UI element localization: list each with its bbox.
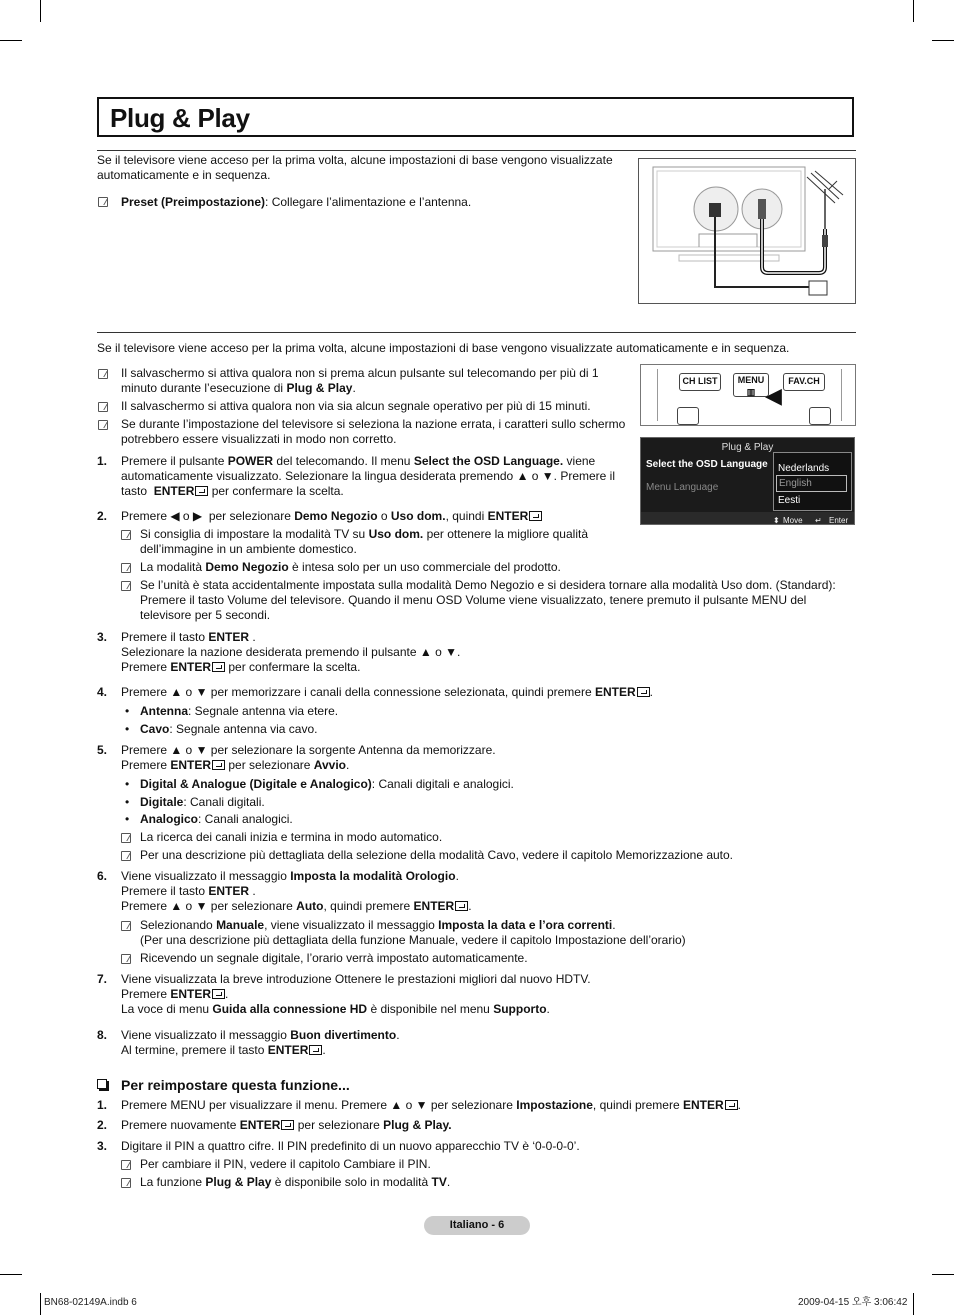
date-slug: 2009-04-15 오후 3:06:42 (798, 1297, 908, 1308)
enter-icon (212, 760, 225, 770)
step-4: Premere ▲ o ▼ per memorizzare i canali della connessione selezionata, quindi premere ENTER . (121, 685, 653, 699)
intro-paragraph: Se il televisore viene acceso per la prima volta, alcune impostazioni di base vengono visualizzate automaticamente e in sequenza. (97, 153, 613, 182)
note-demo: La modalità Demo Negozio è intesa solo per un uso commerciale del prodotto. (140, 560, 561, 574)
step-2: Premere ◀ o ▶ per selezionare Demo Negozio o Uso dom., quindi ENTER (121, 509, 626, 524)
note-digital-time: Ricevendo un segnale digitale, l’orario verrà impostato automaticamente. (140, 951, 528, 965)
enter-icon (212, 989, 225, 999)
bullet: • (125, 795, 130, 809)
note-icon (98, 420, 108, 430)
note-icon (121, 1160, 131, 1170)
bullet-digital-analogue: Digital & Analogue (Digitale e Analogico): Canali digitali e analogici. (140, 777, 514, 791)
step-number: 2. (97, 509, 108, 523)
bullet-cavo: Cavo: Segnale antenna via cavo. (140, 722, 318, 736)
page-title: Plug & Play (110, 103, 250, 133)
osd-footer (641, 512, 854, 524)
preset-note: Preset (Preimpostazione): Collegare l’alimentazione e l’antenna. (121, 195, 472, 209)
arrow-left-icon: ◀ (765, 383, 782, 408)
note-cavo: Per una descrizione più dettagliata della selezione della modalità Cavo, vedere il capitolo Memorizzazione auto. (140, 848, 734, 862)
note-pin: Per cambiare il PIN, vedere il capitolo Cambiare il PIN. (140, 1157, 431, 1171)
step-number: 5. (97, 743, 108, 757)
note-icon (121, 563, 131, 573)
note-icon (121, 921, 131, 931)
enter-icon (529, 511, 542, 521)
divider (97, 150, 856, 151)
enter-icon (195, 486, 208, 496)
enter-icon: ↵ (815, 516, 822, 525)
osd-option-selected[interactable]: English (776, 475, 847, 492)
file-slug: BN68-02149A.indb 6 (44, 1297, 137, 1308)
bullet: • (125, 777, 130, 791)
step-3: Premere il tasto ENTER . Selezionare la nazione desiderata premendo il pulsante ▲ o ▼. Premere ENTER per confermare la scelta. (121, 630, 461, 674)
note-icon (121, 581, 131, 591)
reset-step-2: Premere nuovamente ENTER per selezionare Plug & Play. (121, 1118, 452, 1132)
osd-option[interactable]: Eesti (778, 495, 801, 506)
note-country: Se durante l’impostazione del televisore si seleziona la nazione errata, i caratteri sullo schermo potrebbero essere visualizzati in modo non corretto. (121, 417, 626, 446)
checkbox-icon (97, 1079, 107, 1089)
osd-screen (640, 437, 855, 525)
enter-icon (455, 901, 468, 911)
remote-edge (841, 369, 854, 421)
note-tv-only: La funzione Plug & Play è disponibile solo in modalità TV. (140, 1175, 451, 1189)
reset-heading: Per reimpostare questa funzione... (121, 1077, 350, 1093)
step-6: Viene visualizzato il messaggio Imposta la modalità Orologio. Premere il tasto ENTER . Premere ▲ o ▼ per selezionare Auto, quindi premere ENTER . (121, 869, 472, 913)
tools-key (677, 407, 699, 425)
remote-illustration (640, 364, 856, 426)
note-icon (121, 1178, 131, 1188)
note-icon (121, 833, 131, 843)
note-search: La ricerca dei canali inizia e termina in modo automatico. (140, 830, 443, 844)
note-uso-dom: Si consiglia di impostare la modalità TV su Uso dom. per ottenere la migliore qualità dell’immagine in un ambiente domestico. (140, 527, 588, 556)
note-icon (98, 197, 108, 207)
step-1: Premere il pulsante POWER del telecomando. Il menu Select the OSD Language. viene automaticamente visualizzato. Selezionare la lingua desiderata premendo ▲ o ▼. Premere il tasto ENTER per confermare la scelta. (121, 454, 616, 498)
osd-enter: Enter (829, 516, 849, 525)
page-number: Italiano - 6 (424, 1216, 530, 1235)
reset-step-1: Premere MENU per visualizzare il menu. Premere ▲ o ▼ per selezionare Impostazione, quindi premere ENTER . (121, 1098, 741, 1112)
note-icon (121, 851, 131, 861)
step-number: 6. (97, 869, 108, 883)
enter-icon (212, 662, 225, 672)
enter-icon (637, 687, 650, 697)
step-7: Viene visualizzata la breve introduzione Ottenere le prestazioni migliori dal nuovo HDTV. Premere ENTER . La voce di menu Guida alla connessione HD è disponibile nel menu Supporto. (121, 972, 591, 1016)
step-number: 7. (97, 972, 108, 986)
menu-key: MENU ▥ (733, 373, 769, 397)
tv-rear-illustration (639, 159, 855, 303)
step-8: Viene visualizzato il messaggio Buon divertimento. Al termine, premere il tasto ENTER . (121, 1028, 400, 1057)
step-5: Premere ▲ o ▼ per selezionare la sorgente Antenna da memorizzare. Premere ENTER per selezionare Avvio. (121, 743, 496, 772)
enter-icon (725, 1100, 738, 1110)
note-screensaver: Il salvaschermo si attiva qualora non si prema alcun pulsante sul telecomando per più di 1 minuto durante l’esecuzione di Plug & Play. (121, 366, 599, 395)
note-icon (98, 402, 108, 412)
enter-icon (309, 1045, 322, 1055)
osd-title: Plug & Play (721, 442, 774, 453)
step-number: 4. (97, 685, 108, 699)
note-screensaver-2: Il salvaschermo si attiva qualora non via sia alcun segnale operativo per più di 15 minuti. (121, 399, 591, 413)
note-demo-reset: Se l’unità è stata accidentalmente impostata sulla modalità Demo Negozio e si desidera tornare alla modalità Uso dom. (Standard): Premere il tasto Volume del televisore. Quando il menu OSD Volume viene visualizzato, tenere premuto il pulsante MENU del televisore per 5 secondi. (140, 578, 836, 622)
intro-paragraph-2: Se il televisore viene acceso per la prima volta, alcune impostazioni di base vengono visualizzate automaticamente e in sequenza. (97, 341, 790, 355)
step-number: 1. (97, 454, 108, 468)
step-number: 1. (97, 1098, 108, 1112)
step-number: 8. (97, 1028, 108, 1042)
divider (97, 332, 856, 333)
note-icon (121, 954, 131, 964)
updown-icon: ⬍ (773, 516, 780, 525)
ch-list-key: CH LIST (679, 373, 721, 391)
step-number: 3. (97, 1139, 108, 1153)
step-number: 2. (97, 1118, 108, 1132)
step-number: 3. (97, 630, 108, 644)
fav-ch-key: FAV.CH (783, 373, 825, 391)
osd-label-menu-language: Menu Language (646, 482, 719, 493)
bullet: • (125, 722, 130, 736)
osd-language-list (773, 452, 852, 511)
osd-option[interactable]: Nederlands (778, 463, 830, 474)
osd-label-language: Select the OSD Language (646, 459, 768, 470)
connection-diagram (638, 158, 856, 304)
bullet: • (125, 812, 130, 826)
note-manuale: Selezionando Manuale, viene visualizzato il messaggio Imposta la data e l’ora correnti. (Per una descrizione più dettagliata della funzione Manuale, vedere il capitolo Impostazione dell’orario) (140, 918, 686, 947)
bullet-antenna: Antenna: Segnale antenna via etere. (140, 704, 339, 718)
osd-move: Move (783, 516, 803, 525)
note-icon (121, 530, 131, 540)
reset-step-3: Digitare il PIN a quattro cifre. Il PIN predefinito di un nuovo apparecchio TV è ‘0-0-0-0’. (121, 1139, 580, 1153)
note-icon (98, 369, 108, 379)
page-title-box (97, 97, 854, 137)
return-key (809, 407, 831, 425)
remote-edge (645, 369, 658, 421)
bullet: • (125, 704, 130, 718)
bullet-digitale: Digitale: Canali digitali. (140, 795, 265, 809)
enter-icon (281, 1120, 294, 1130)
bullet-analogico: Analogico: Canali analogici. (140, 812, 293, 826)
